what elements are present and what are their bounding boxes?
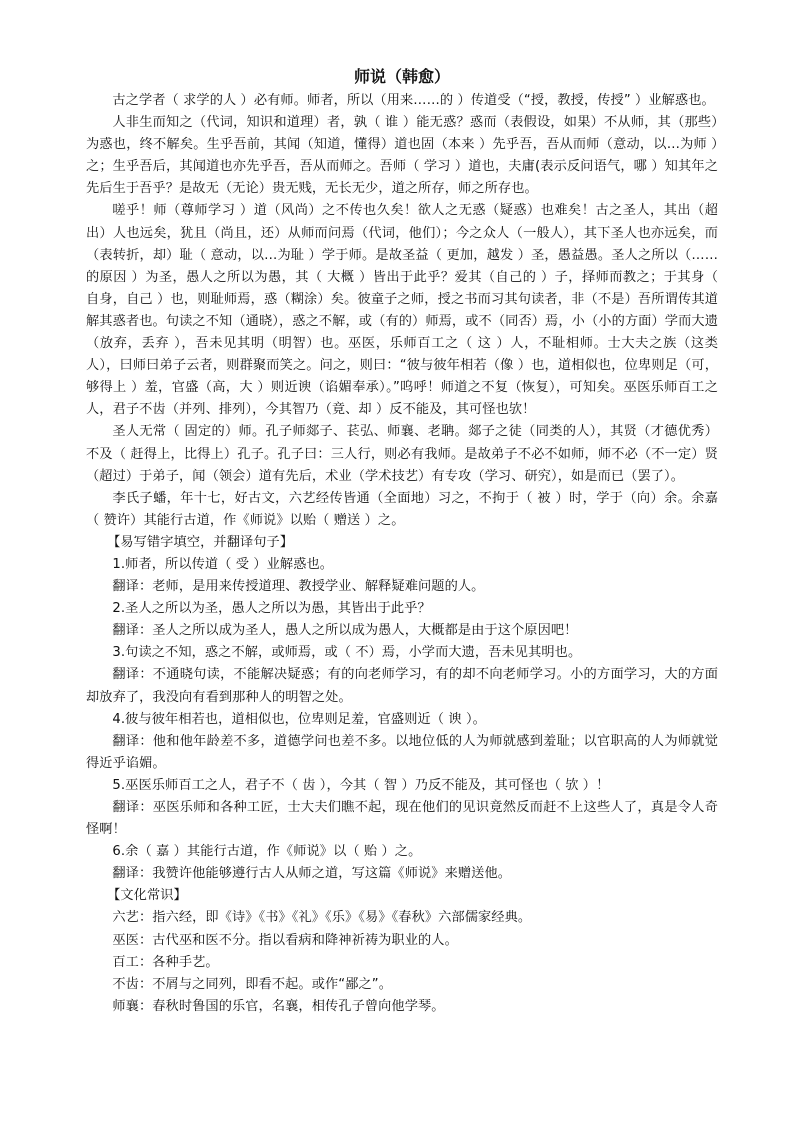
paragraph-4: 圣人无常（ 固定的）师。孔子师郯子、苌弘、师襄、老聃。郯子之徒（同类的人），其贤（才德优秀）不及（ 赶得上，比得上）孔子。孔子曰：三人行，则必有我师。是故弟子不必不如师，师不必（不一定）贤（超过）于弟子，闻（领会）道有先后，术业（学术技艺）有专攻（学习、研究），如是而已（罢了）。 [86,424,718,484]
paragraph-5: 李氏子蟠，年十七，好古文，六艺经传皆通（全面地）习之，不拘于（ 被 ）时，学于（向）余。余嘉（ 赞许）其能行古道，作《师说》以贻（ 赠送 ）之。 [86,490,718,528]
exercise-question: 2.圣人之所以为圣，愚人之所以为愚，其皆出于此乎？ [112,601,431,617]
culture-note: 巫医：古代巫和医不分。指以看病和降神祈祷为职业的人。 [112,932,458,948]
culture-note: 六艺：指六经，即《诗》《书》《礼》《乐》《易》《春秋》六部儒家经典。 [112,910,532,926]
exercise-translation: 翻译：我赞许他能够遵行古人从师之道，写这篇《师说》来赠送他。 [112,866,512,882]
paragraph-3: 嗟乎！师（尊师学习 ）道（风尚）之不传也久矣！欲人之无惑（疑惑）也难矣！古之圣人，其出（超出）人也远矣，犹且（尚且，还）从师而问焉（代词，他们）；今之众人（一般人），其下圣人也亦远矣，而（表转折，却）耻（ 意动，以…为耻 ）学于师。是故圣益（ 更加，越发 ）圣，愚益愚。圣人之所以（……的原因 ）为圣，愚人之所以为愚，其（ 大概 ）皆出于此乎？爱其（自己的 ）子，择师而教之；于其身（ 自身，自己 ）也，则耻师焉，惑（糊涂）矣。彼童子之师，授之书而习其句读者，非（不是）吾所谓传其道解其惑者也。句读之不知（通晓），惑之不解，或（有的）师焉，或不（同否）焉，小（小的方面）学而大遗（放弃，丢弃 ），吾未见其明（明智）也。巫医，乐师百工之（ 这 ）人，不耻相师。士大夫之族（这类人），曰师曰弟子云者，则群聚而笑之。问之，则曰：“彼与彼年相若（像 ）也，道相似也，位卑则足（可，够得上 ）羞，官盛（高，大 ）则近谀（谄媚奉承）。”呜呼！师道之不复（恢复），可知矣。巫医乐师百工之人，君子不齿（并列、排列），今其智乃（竟、却 ）反不能及，其可怪也欤！ [86,203,718,418]
section-heading-culture: 【文化常识】 [107,888,187,904]
exercise-question: 3.句读之不知，惑之不解，或师焉，或（ 不）焉，小学而大遗，吾未见其明也。 [112,645,582,661]
exercise-translation: 翻译：他和他年龄差不多，道德学问也差不多。以地位低的人为师就感到羞耻；以官职高的人为师就觉得近乎谄媚。 [86,733,718,771]
exercise-question: 1.师者，所以传道（ 受 ）业解惑也。 [112,556,334,572]
culture-note: 不齿：不屑与之同列，即看不起。或作“鄙之”。 [112,976,393,992]
paragraph-1: 古之学者（ 求学的人 ）必有师。师者，所以（用来……的 ）传道受（“授，教授，传授” ）业解惑也。 [112,93,715,108]
culture-note: 百工：各种手艺。 [112,954,219,970]
document-page [86,66,718,1018]
exercise-translation: 翻译：不通晓句读，不能解决疑惑；有的向老师学习，有的却不向老师学习。小的方面学习，大的方面却放弃了，我没向有看到那种人的明智之处。 [86,667,718,705]
exercise-question: 5.巫医乐师百工之人，君子不（ 齿 ），今其（ 智 ）乃反不能及，其可怪也（ 欤 ）！ [112,777,610,793]
paragraph-2: 人非生而知之（代词，知识和道理）者，孰（ 谁 ）能无惑？惑而（表假设，如果）不从师，其（那些）为惑也，终不解矣。生乎吾前，其闻（知道，懂得）道也固（本来 ）先乎吾，吾从而师（意动，以…为师 ）之；生乎吾后，其闻道也亦先乎吾，吾从而师之。吾师（ 学习 ）道也，夫庸(表示反问语气，哪 ）知其年之先后生于吾乎？是故无（无论）贵无贱，无长无少，道之所存，师之所存也。 [86,115,718,197]
section-heading-exercises: 【易写错字填空，并翻译句子】 [107,534,294,550]
exercise-translation: 翻译：巫医乐师和各种工匠，士大夫们瞧不起，现在他们的见识竟然反而赶不上这些人了，真是令人奇怪啊！ [86,800,718,838]
exercise-translation: 翻译：圣人之所以成为圣人，愚人之所以成为愚人，大概都是由于这个原因吧！ [112,623,578,639]
exercise-question: 6.余（ 嘉 ）其能行古道，作《师说》以（ 贻 ）之。 [112,844,422,860]
exercise-question: 4.彼与彼年相若也，道相似也，位卑则足羞，官盛则近（ 谀 ）。 [112,711,486,727]
culture-note: 师襄：春秋时鲁国的乐官，名襄，相传孔子曾向他学琴。 [112,998,445,1014]
document-title: 师说（韩愈） [353,67,450,86]
exercise-translation: 翻译：老师，是用来传授道理、教授学业、解释疑难问题的人。 [112,579,485,595]
